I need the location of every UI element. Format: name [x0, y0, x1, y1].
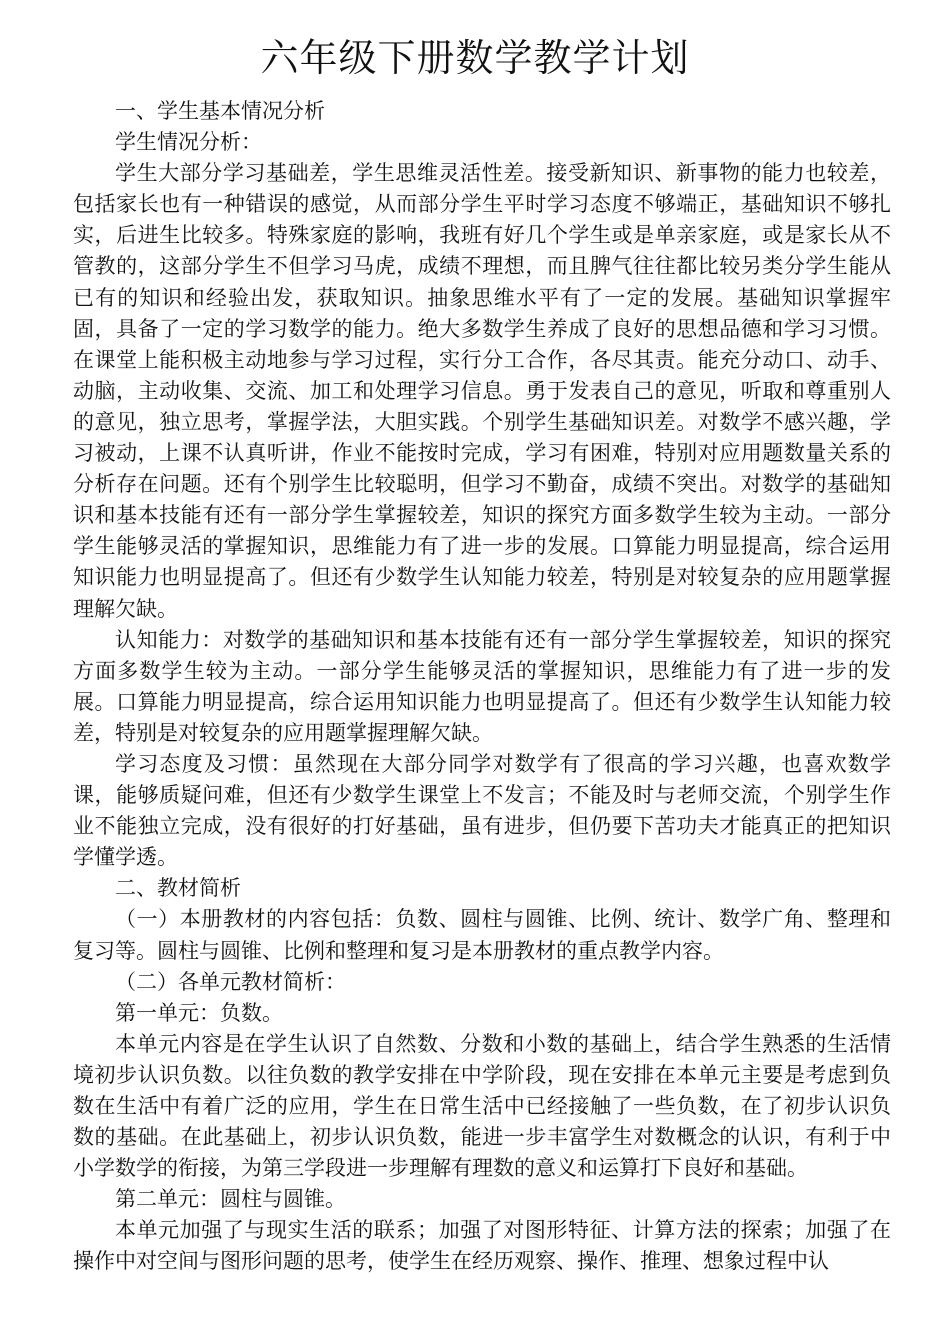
paragraph-textbook-content: （一）本册教材的内容包括：负数、圆柱与圆锥、比例、统计、数学广角、整理和复习等。圆柱与圆锥、比例和整理和复习是本册教材的重点教学内容。 — [73, 907, 891, 963]
paragraph-learning-attitude: 学习态度及习惯：虽然现在大部分同学对数学有了很高的学习兴趣，也喜欢数学课，能够质疑问难，但还有少数学生课堂上不发言；不能及时与老师交流，个别学生作业不能独立完成，没有很好的打好基础，虽有进步，但仍要下苦功夫才能真正的把知识学懂学透。 — [73, 751, 891, 870]
paragraph-unit-two: 本单元加强了与现实生活的联系；加强了对图形特征、计算方法的探索；加强了在操作中对空间与图形问题的思考，使学生在经历观察、操作、推理、想象过程中认 — [73, 1218, 891, 1274]
section-heading-student-analysis: 一、学生基本情况分析 — [115, 99, 325, 123]
subheading-unit-two: 第二单元：圆柱与圆锥。 — [115, 1187, 346, 1212]
subheading-unit-one: 第一单元：负数。 — [115, 1000, 283, 1025]
subheading-student-situation: 学生情况分析： — [115, 130, 262, 155]
paragraph-cognitive-ability: 认知能力：对数学的基础知识和基本技能有还有一部分学生掌握较差，知识的探究方面多数学生较为主动。一部分学生能够灵活的掌握知识，思维能力有了进一步的发展。口算能力明显提高，综合运用知识能力也明显提高了。但还有少数学生认知能力较差，特别是对较复杂的应用题掌握理解欠缺。 — [73, 627, 891, 745]
subheading-unit-analysis: （二）各单元教材简析： — [115, 969, 346, 994]
paragraph-unit-one: 本单元内容是在学生认识了自然数、分数和小数的基础上，结合学生熟悉的生活情境初步认识负数。以往负数的教学安排在中学阶段，现在安排在本单元主要是考虑到负数在生活中有着广泛的应用，学生在日常生活中已经接触了一些负数，在了初步认识负数的基础。在此基础上，初步认识负数，能进一步丰富学生对数概念的认识，有利于中小学数学的衔接，为第三学段进一步理解有理数的意义和运算打下良好和基础。 — [73, 1031, 891, 1181]
section-heading-textbook-analysis: 二、教材简析 — [115, 876, 241, 901]
document-body — [73, 96, 891, 1278]
paragraph-student-situation: 学生大部分学习基础差，学生思维灵活性差。接受新知识、新事物的能力也较差，包括家长也有一种错误的感觉，从而部分学生平时学习态度不够端正，基础知识不够扎实，后进生比较多。特殊家庭的影响，我班有好几个学生或是单亲家庭，或是家长从不管教的，这部分学生不但学习马虎，成绩不理想，而且脾气往往都比较另类分学生能从已有的知识和经验出发，获取知识。抽象思维水平有了一定的发展。基础知识掌握牢固，具备了一定的学习数学的能力。绝大多数学生养成了良好的思想品德和学习习惯。在课堂上能积极主动地参与学习过程，实行分工合作，各尽其责。能充分动口、动手、动脑，主动收集、交流、加工和处理学习信息。勇于发表自己的意见，听取和尊重别人的意见，独立思考，掌握学法，大胆实践。个别学生基础知识差。对数学不感兴趣，学习被动，上课不认真听讲，作业不能按时完成，学习有困难，特别对应用题数量关系的分析存在问题。还有个别学生比较聪明，但学习不勤奋，成绩不突出。对数学的基础知识和基本技能有还有一部分学生掌握较差，知识的探究方面多数学生较为主动。一部分学生能够灵活的掌握知识，思维能力有了进一步的发展。口算能力明显提高，综合运用知识能力也明显提高了。但还有少数学生认知能力较差，特别是对较复杂的应用题掌握理解欠缺。 — [73, 161, 891, 621]
document-title: 六年级下册数学教学计划 — [260, 36, 690, 80]
